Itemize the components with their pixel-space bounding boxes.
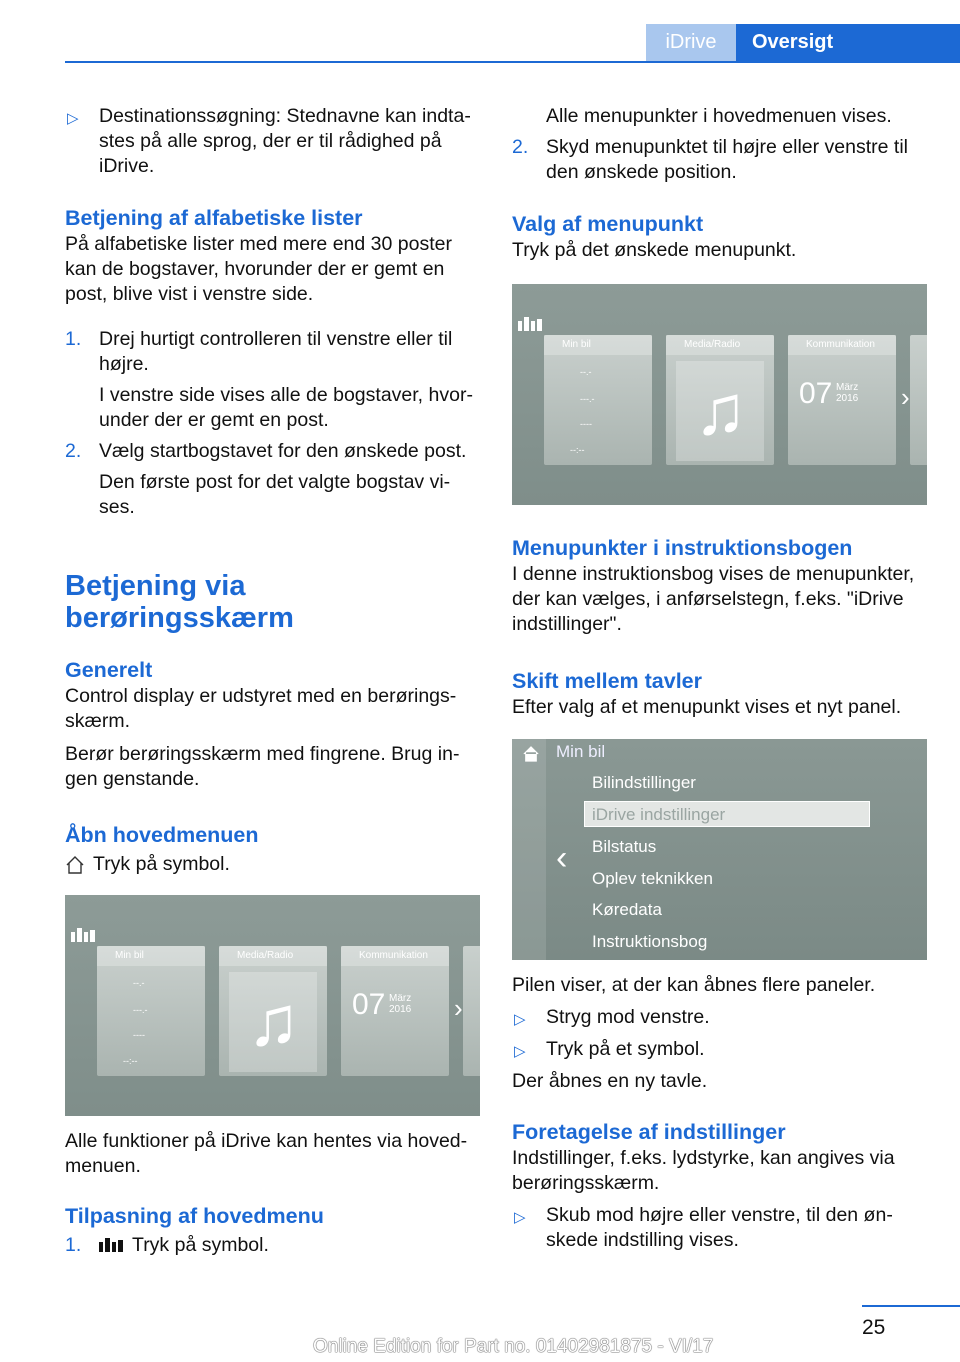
para-generelt-1: Control display er udstyret med en berørings-skærm.	[65, 685, 457, 732]
aabn-line	[65, 852, 481, 877]
step-text: Vælg startbogstavet for den ønskede post.	[99, 440, 467, 462]
section-skift	[512, 667, 932, 720]
heading-menu: Menupunkter i instruktionsbogen	[512, 536, 853, 560]
home-icon	[65, 855, 85, 875]
triangle-bullet-icon: ▷	[514, 1043, 526, 1060]
step-text: Drej hurtigt controlleren til venstre eller til højre.	[99, 328, 453, 375]
heading-alfa: Betjening af alfabetiske lister	[65, 206, 363, 230]
big-heading-line2: berøringsskærm	[65, 602, 294, 634]
date-month: März	[389, 993, 412, 1004]
music-note-icon: ♫	[247, 982, 300, 1060]
panel-title: Media/Radio	[219, 946, 327, 966]
chevron-right-icon: ›	[454, 993, 463, 1023]
list-item[interactable]: Bilindstillinger	[592, 773, 696, 792]
aabn-text: Tryk på symbol.	[93, 853, 230, 875]
section-aabn	[65, 821, 481, 877]
bullet-destination	[65, 104, 481, 179]
date-year: 2016	[836, 393, 859, 404]
step-number: 1.	[65, 328, 82, 350]
home-icon	[522, 745, 540, 763]
panel-title: Kommunikation	[788, 335, 896, 355]
music-note-icon: ♫	[694, 371, 747, 449]
panel-kommunikation	[341, 946, 449, 1076]
para-der: Der åbnes en ny tavle.	[512, 1070, 708, 1092]
section-fore	[512, 1118, 932, 1253]
header-tab-oversigt: Oversigt	[736, 24, 960, 61]
header-tab-idrive: iDrive	[646, 24, 736, 61]
triangle-bullet-icon: ▷	[67, 110, 79, 127]
heading-generelt: Generelt	[65, 658, 153, 682]
para-pilen: Pilen viser, at der kan åbnes flere paneler.	[512, 974, 876, 996]
list-item[interactable]: Instruktionsbog	[592, 932, 708, 951]
left-column	[65, 104, 481, 179]
menu-customize-icon	[71, 928, 95, 942]
heading-valg: Valg af menupunkt	[512, 212, 704, 236]
bullet-stryg	[512, 1005, 932, 1030]
panel-partial	[910, 335, 927, 465]
triangle-bullet-icon: ▷	[514, 1011, 526, 1028]
para-alle: Alle funktioner på iDrive kan hentes via hoved-menuen.	[65, 1130, 468, 1177]
panel-row: --:--	[570, 445, 585, 455]
para-alfa: På alfabetiske lister med mere end 30 poster kan de bogstaver, hvorunder der er gemt en post, blive vist i venstre side.	[65, 233, 452, 305]
page-number: 25	[862, 1316, 886, 1339]
panel-min-bil	[97, 946, 205, 1076]
date-year: 2016	[389, 1004, 412, 1015]
steps-alfa	[65, 327, 481, 520]
panel-media-radio	[666, 335, 774, 465]
heading-aabn: Åbn hovedmenuen	[65, 823, 259, 847]
panel-row: ---.-	[133, 1005, 148, 1015]
step1-cont: Alle menupunkter i hovedmenuen vises.	[546, 105, 892, 127]
big-heading-line1: Betjening via	[65, 570, 246, 602]
triangle-bullet-icon: ▷	[514, 1209, 526, 1226]
section-alfa	[65, 204, 481, 307]
step-number: 1.	[65, 1234, 82, 1256]
panel-row: --.-	[133, 978, 145, 988]
section-generelt	[65, 656, 481, 792]
list-title: Min bil	[556, 742, 606, 761]
date-day: 07	[352, 988, 386, 1021]
list-item-selected[interactable]: iDrive indstillinger	[592, 805, 726, 824]
step-text: Skyd menupunktet til højre eller venstre til den ønskede position.	[546, 136, 908, 183]
para-valg: Tryk på det ønskede menupunkt.	[512, 239, 797, 261]
panel-row: --.-	[580, 367, 592, 377]
date-day: 07	[799, 377, 833, 410]
panel-kommunikation	[788, 335, 896, 465]
heading-fore: Foretagelse af indstillinger	[512, 1120, 786, 1144]
section-tilpas	[65, 1202, 481, 1258]
para-skift: Efter valg af et menupunkt vises et nyt panel.	[512, 696, 902, 718]
section-menu	[512, 534, 932, 637]
step-subtext: I venstre side vises alle de bogstaver, hvor-under der er gemt en post.	[99, 384, 473, 431]
panel-row: ----	[133, 1030, 145, 1040]
panel-media-radio	[219, 946, 327, 1076]
panel-title: Min bil	[544, 335, 652, 355]
step-number: 2.	[65, 440, 82, 462]
header-rule	[65, 61, 960, 63]
section-alle	[65, 1129, 481, 1179]
footer-rule	[862, 1305, 960, 1307]
bullet-text: Stryg mod venstre.	[546, 1006, 710, 1028]
footer-edition: Online Edition for Part no. 01402981875 - VI/17	[313, 1336, 714, 1357]
heading-tilpas: Tilpasning af hovedmenu	[65, 1204, 324, 1228]
heading-skift: Skift mellem tavler	[512, 669, 703, 693]
list-item[interactable]: Oplev teknikken	[592, 869, 713, 888]
panel-row: ---.-	[580, 394, 595, 404]
step-text: Tryk på symbol.	[132, 1234, 269, 1256]
bullet-tryk	[512, 1037, 932, 1062]
step-2-right	[512, 135, 932, 185]
bullet-text: Destinationssøgning: Stednavne kan indta-stes på alle sprog, der er til rådighed på iDrive.	[99, 105, 471, 177]
list-item[interactable]: Køredata	[592, 900, 662, 919]
date-month: März	[836, 382, 859, 393]
panel-row: --:--	[123, 1056, 138, 1066]
right-top	[512, 104, 932, 185]
panel-partial	[463, 946, 480, 1076]
section-touch-heading	[65, 570, 481, 634]
menu-customize-icon	[518, 317, 542, 331]
chevron-right-icon: ›	[901, 382, 910, 412]
list-item[interactable]: Bilstatus	[592, 837, 657, 856]
panel-title: Media/Radio	[666, 335, 774, 355]
step-1	[65, 327, 481, 377]
para-fore: Indstillinger, f.eks. lydstyrke, kan angives via berøringsskærm.	[512, 1147, 895, 1194]
step-number: 2.	[512, 136, 529, 158]
tilpas-step-1	[65, 1233, 481, 1258]
bullet-text: Tryk på et symbol.	[546, 1038, 705, 1060]
bullet-text: Skub mod højre eller venstre, til den øn-skede indstilling vises.	[546, 1204, 893, 1251]
para-generelt-2: Berør berøringsskærm med fingrene. Brug in-gen genstande.	[65, 743, 460, 790]
screenshot-main-menu-2	[512, 284, 927, 505]
screenshot-min-bil-list	[512, 739, 927, 960]
para-menu: I denne instruktionsbog vises de menupunkter, der kan vælges, i anførselstegn, f.eks. "iDrive indstillinger".	[512, 563, 915, 635]
step-2	[65, 439, 481, 464]
panel-row: ----	[580, 419, 592, 429]
panel-min-bil	[544, 335, 652, 465]
panel-title: Min bil	[97, 946, 205, 966]
screenshot-main-menu	[65, 895, 480, 1116]
menu-customize-icon	[99, 1238, 123, 1252]
panel-title: Kommunikation	[341, 946, 449, 966]
bullet-skub	[512, 1203, 932, 1253]
step-subtext: Den første post for det valgte bogstav vi-ses.	[99, 471, 451, 518]
chevron-left-icon[interactable]: ‹	[556, 839, 568, 877]
section-pilen	[512, 973, 932, 1094]
section-valg	[512, 210, 932, 263]
